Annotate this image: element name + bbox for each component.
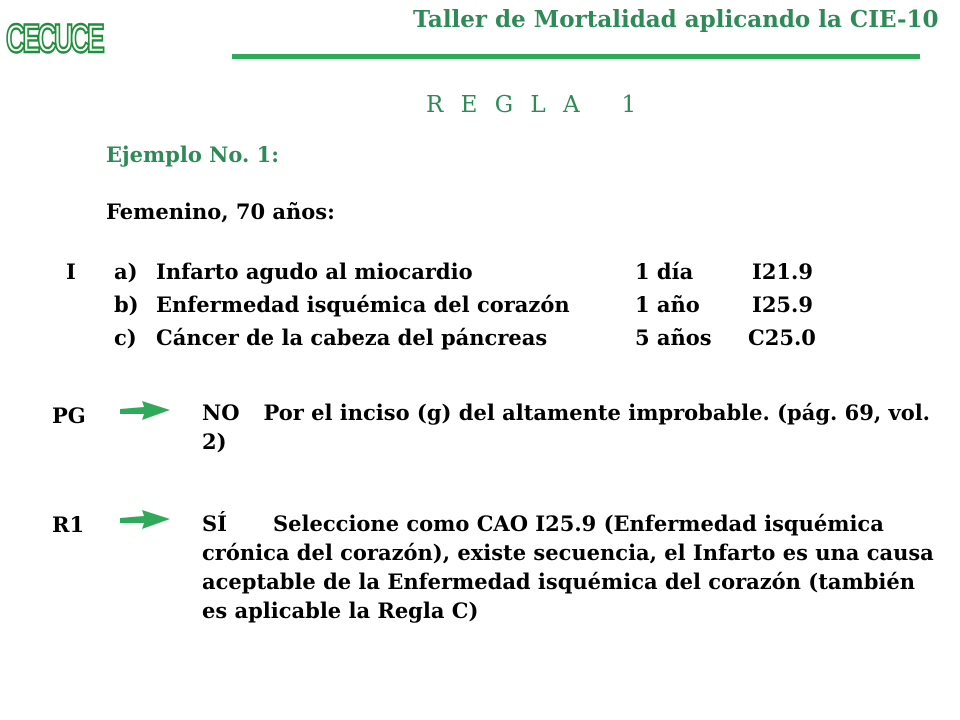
row-letter: b) bbox=[114, 292, 139, 317]
r1-label: R1 bbox=[52, 512, 85, 537]
pg-text: Por el inciso (g) del altamente improbable. (pág. 69, vol. 2) bbox=[202, 400, 930, 454]
row-interval: 1 día bbox=[635, 259, 694, 284]
cecuce-logo bbox=[4, 0, 104, 66]
row-interval: 1 año bbox=[635, 292, 700, 317]
header-divider bbox=[232, 54, 920, 59]
arrow-right-icon bbox=[120, 401, 170, 421]
pg-paragraph bbox=[202, 398, 937, 456]
svg-text:CECUCE: CECUCE bbox=[6, 17, 105, 61]
row-cause: Enfermedad isquémica del corazón bbox=[156, 292, 570, 317]
row-interval: 5 años bbox=[635, 325, 712, 350]
row-code: I25.9 bbox=[752, 292, 813, 317]
pg-answer: NO bbox=[202, 400, 240, 425]
certificate-section-label: I bbox=[66, 259, 76, 284]
patient-description: Femenino, 70 años: bbox=[106, 199, 335, 224]
pg-label: PG bbox=[52, 403, 86, 428]
r1-paragraph bbox=[202, 509, 937, 625]
row-cause: Infarto agudo al miocardio bbox=[156, 259, 473, 284]
r1-answer: SÍ bbox=[202, 511, 227, 536]
row-code: C25.0 bbox=[748, 325, 816, 350]
row-letter: a) bbox=[114, 259, 138, 284]
example-title: Ejemplo No. 1: bbox=[106, 142, 279, 167]
row-letter: c) bbox=[114, 325, 137, 350]
header-title: Taller de Mortalidad aplicando la CIE-10 bbox=[413, 6, 939, 33]
rule-title: R E G L A 1 bbox=[426, 92, 642, 118]
arrow-right-icon bbox=[120, 510, 170, 530]
r1-text: Seleccione como CAO I25.9 (Enfermedad isquémica crónica del corazón), existe secuencia, el Infarto es una causa aceptable de la Enfermedad isquémica del corazón (también es aplicable la Regla C) bbox=[202, 511, 934, 623]
row-code: I21.9 bbox=[752, 259, 813, 284]
row-cause: Cáncer de la cabeza del páncreas bbox=[156, 325, 548, 350]
